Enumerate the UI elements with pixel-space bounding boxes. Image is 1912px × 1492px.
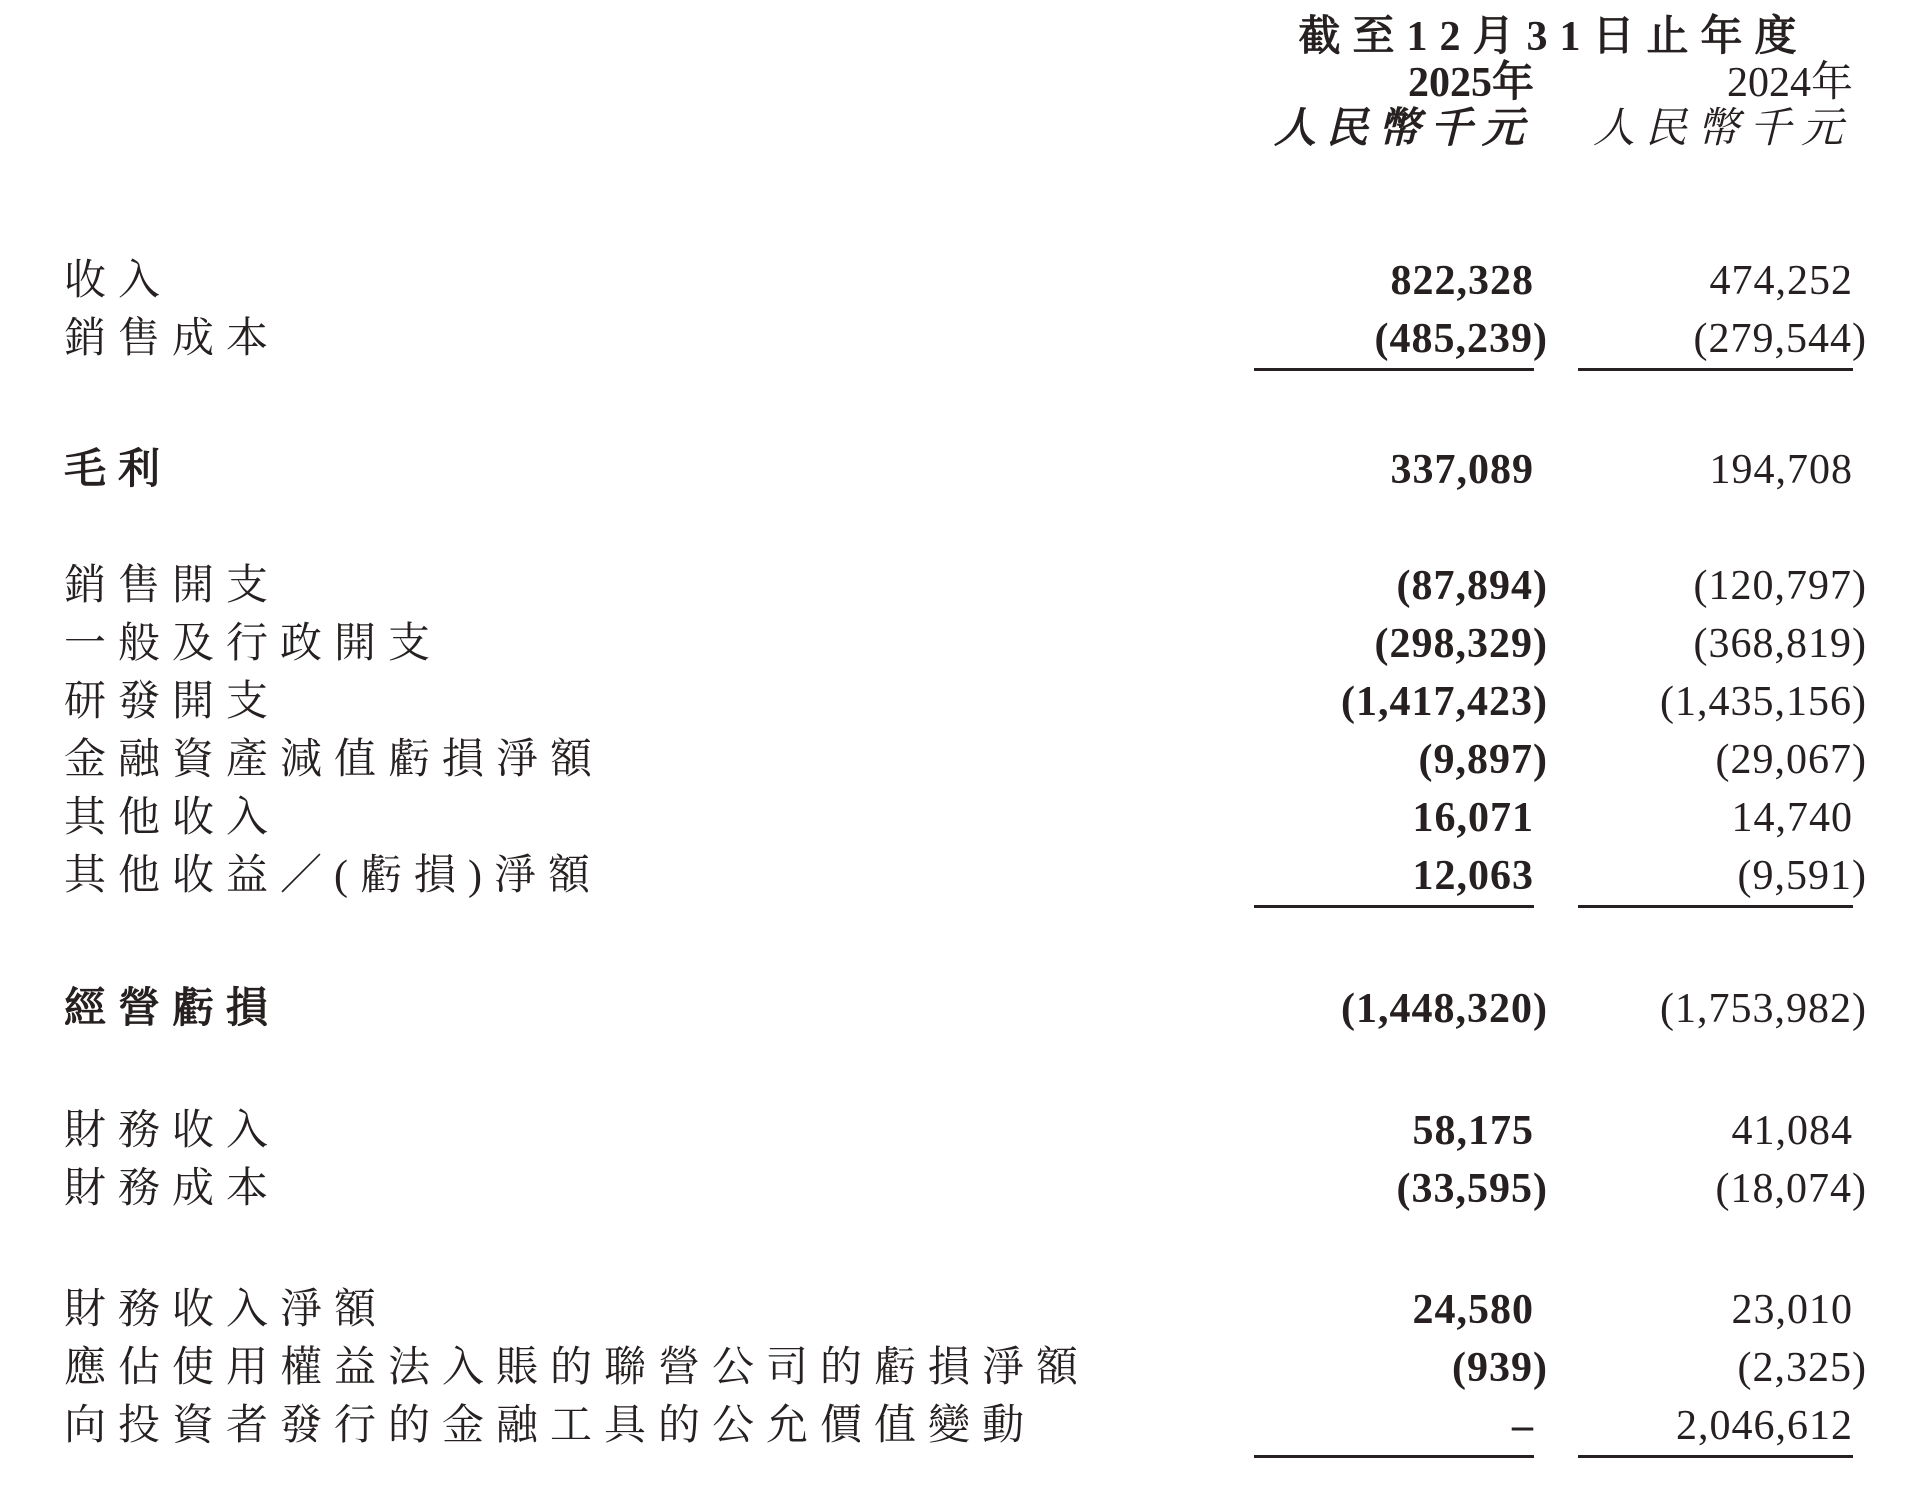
- underline-2025-column: [1254, 1455, 1534, 1458]
- value-2024: 14,740: [1731, 795, 1853, 841]
- header-unit-row: [64, 106, 1853, 152]
- value-2024: 474,252: [1709, 258, 1853, 304]
- section-rule: [64, 1455, 1853, 1458]
- value-2025: 16,071: [1412, 795, 1534, 841]
- row-net-finance-income: [64, 1281, 1853, 1339]
- row-label: 金融資產減值虧損淨額: [64, 737, 605, 783]
- value-2024: (120,797): [1693, 563, 1867, 609]
- spacer: [64, 499, 1853, 557]
- row-label: 財務收入淨額: [64, 1287, 389, 1333]
- row-selling-expenses: [64, 557, 1867, 615]
- spacer: [64, 908, 1853, 980]
- value-2025: (87,894): [1396, 563, 1548, 609]
- spacer: [64, 371, 1853, 441]
- row-fair-value-changes-instruments: [64, 1397, 1853, 1455]
- row-label: 收入: [64, 258, 173, 304]
- value-2025: 58,175: [1412, 1108, 1534, 1154]
- row-share-of-associates-loss: [64, 1339, 1867, 1397]
- value-2024: 194,708: [1709, 447, 1853, 493]
- column-header-2024: 2024年: [1726, 60, 1853, 106]
- value-2024: (29,067): [1715, 737, 1867, 783]
- row-label: 研發開支: [64, 679, 281, 725]
- row-finance-costs: [64, 1160, 1867, 1218]
- value-2025: 822,328: [1390, 258, 1534, 304]
- value-2024: (1,435,156): [1660, 679, 1867, 725]
- value-2025: (485,239): [1374, 316, 1548, 362]
- underline-2025-column: [1254, 905, 1534, 908]
- row-operating-loss: [64, 980, 1867, 1038]
- value-2025: (939): [1452, 1345, 1548, 1391]
- value-2025: –: [1512, 1403, 1534, 1449]
- value-2025: (298,329): [1374, 621, 1548, 667]
- underline-2025-column: [1254, 368, 1534, 371]
- value-2025: (1,417,423): [1341, 679, 1548, 725]
- row-label: 財務成本: [64, 1166, 281, 1212]
- period-title: 截至12月31日止年度: [1298, 14, 1809, 60]
- underline-2024-column: [1578, 368, 1853, 371]
- row-label: 一般及行政開支: [64, 621, 443, 667]
- row-gross-profit: [64, 441, 1853, 499]
- row-other-gains-losses-net: [64, 847, 1867, 905]
- header-period-row: [64, 14, 1853, 60]
- row-label: 其他收益／(虧損)淨額: [64, 853, 602, 899]
- column-header-2025: 2025年: [1407, 60, 1534, 106]
- underline-2024-column: [1578, 1455, 1853, 1458]
- value-2025: 24,580: [1412, 1287, 1534, 1333]
- value-2024: (279,544): [1693, 316, 1867, 362]
- row-rd-expenses: [64, 673, 1867, 731]
- row-label: 財務收入: [64, 1108, 281, 1154]
- spacer: [64, 1218, 1853, 1281]
- unit-label-2025: 人民幣千元: [1273, 106, 1534, 152]
- header-year-row: [64, 60, 1853, 106]
- row-impairment-losses-financial-assets: [64, 731, 1867, 789]
- value-2024: 2,046,612: [1676, 1403, 1853, 1449]
- row-general-admin-expenses: [64, 615, 1867, 673]
- value-2025: (9,897): [1418, 737, 1548, 783]
- underline-2024-column: [1578, 905, 1853, 908]
- row-label: 其他收入: [64, 795, 281, 841]
- value-2024: 23,010: [1731, 1287, 1853, 1333]
- row-other-income: [64, 789, 1853, 847]
- value-2024: (2,325): [1737, 1345, 1867, 1391]
- spacer: [64, 152, 1853, 252]
- row-label: 經營虧損: [64, 986, 281, 1032]
- row-cost-of-sales: [64, 310, 1867, 368]
- row-label: 應佔使用權益法入賬的聯營公司的虧損淨額: [64, 1345, 1091, 1391]
- value-2024: (1,753,982): [1660, 986, 1867, 1032]
- row-label: 向投資者發行的金融工具的公允價值變動: [64, 1403, 1037, 1449]
- value-2025: (1,448,320): [1341, 986, 1548, 1032]
- row-label: 毛利: [64, 447, 173, 493]
- value-2025: 337,089: [1390, 447, 1534, 493]
- row-label: 銷售開支: [64, 563, 281, 609]
- value-2024: 41,084: [1731, 1108, 1853, 1154]
- row-label: 銷售成本: [64, 316, 281, 362]
- value-2025: 12,063: [1412, 853, 1534, 899]
- value-2024: (18,074): [1715, 1166, 1867, 1212]
- value-2024: (368,819): [1693, 621, 1867, 667]
- value-2024: (9,591): [1737, 853, 1867, 899]
- spacer: [64, 1038, 1853, 1102]
- unit-label-2024: 人民幣千元: [1592, 106, 1853, 152]
- row-finance-income: [64, 1102, 1853, 1160]
- value-2025: (33,595): [1396, 1166, 1548, 1212]
- row-revenue: [64, 252, 1853, 310]
